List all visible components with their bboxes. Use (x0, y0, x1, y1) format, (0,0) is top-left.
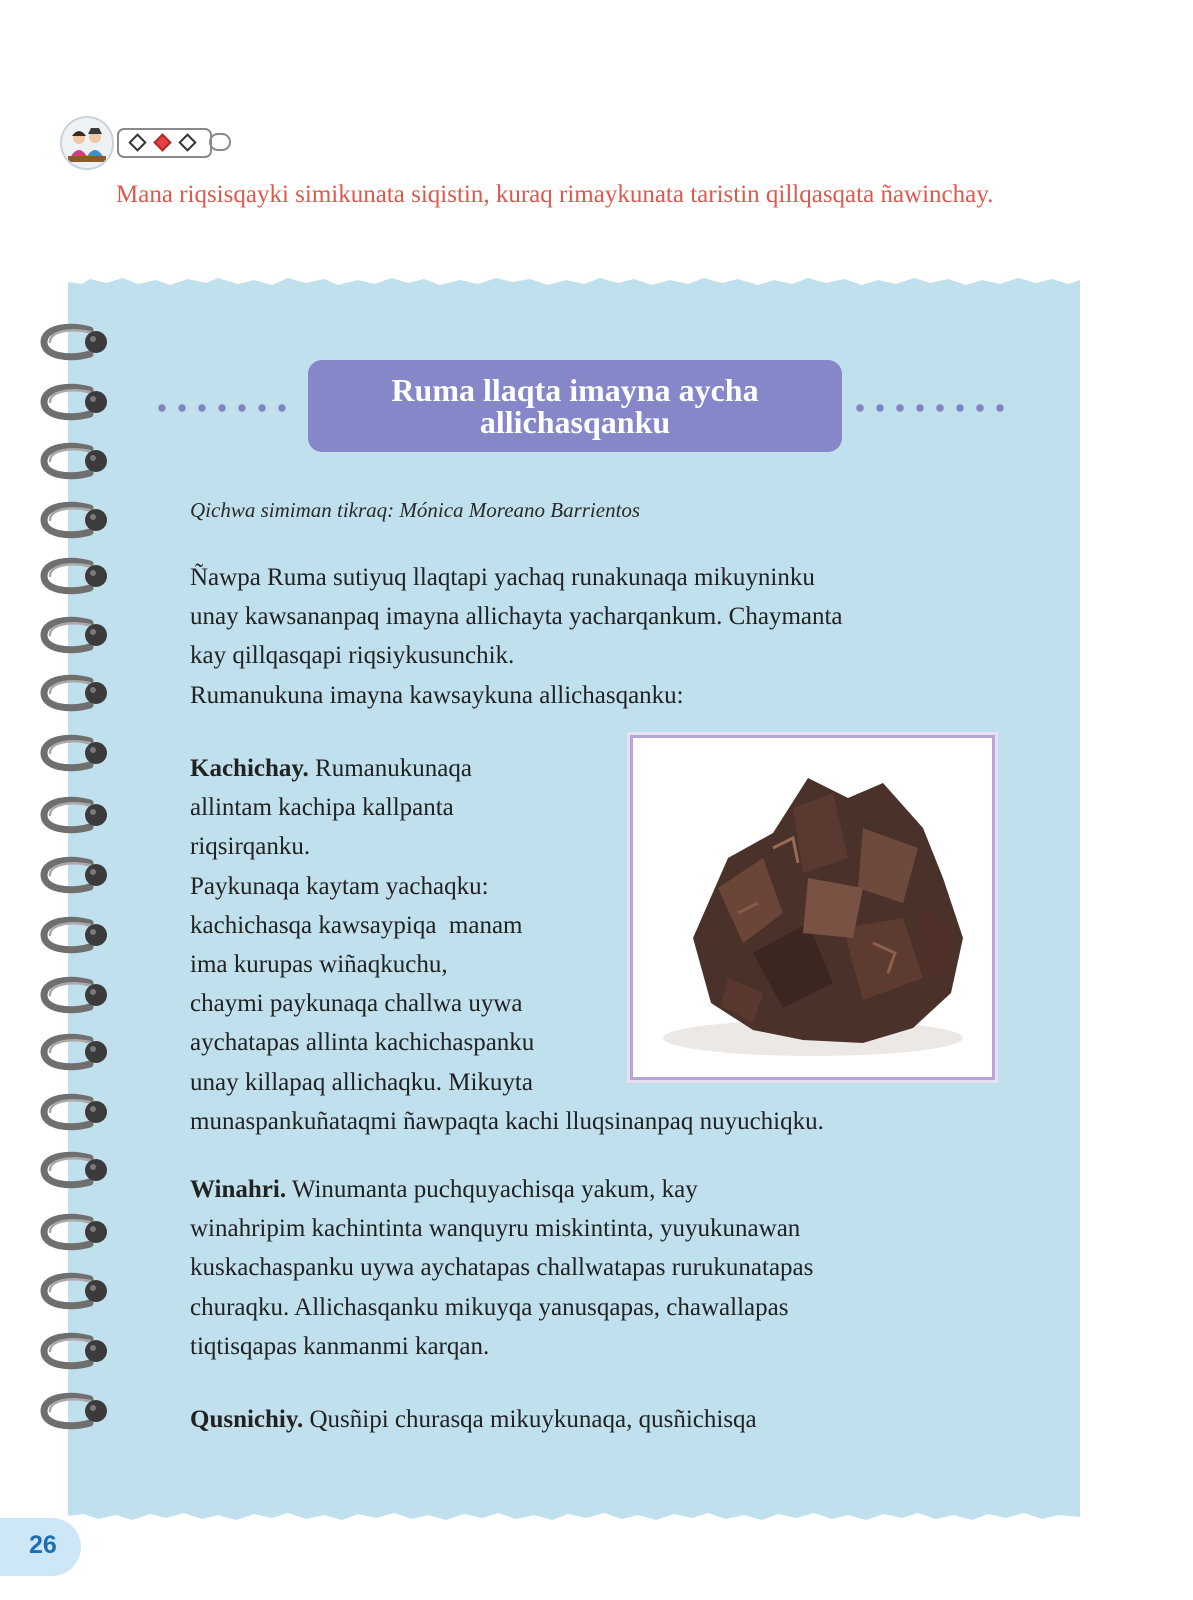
intro-line: kay qillqasqapi riqsiykusunchik. (190, 642, 515, 670)
section-line: munaspankuñataqmi ñawpaqta kachi lluqsinanpaq nuyuchiqku. (190, 1107, 824, 1135)
section-line: aychatapas allinta kachichaspanku (190, 1029, 535, 1057)
section-line: Paykunaqa kaytam yachaqku: (190, 872, 489, 900)
intro-line: unay kawsananpaq imayna allichayta yacharqankum. Chaymanta (190, 603, 843, 631)
spiral-ring-icon (38, 673, 114, 713)
spiral-ring-icon (38, 441, 114, 481)
page-number: 26 (29, 1531, 57, 1559)
spiral-ring-icon (38, 795, 114, 835)
section-line: Rumanukunaqa (308, 755, 472, 782)
article-title-row (150, 360, 1010, 452)
section-line: unay killapaq allichaqku. Mikuyta (190, 1068, 533, 1096)
section-term: Kachichay. (190, 755, 309, 782)
section-line: tiqtisqapas kanmanmi karqan. (190, 1332, 490, 1360)
level-diamond-icon (178, 133, 196, 151)
section-line: allintam kachipa kallpanta (190, 794, 454, 822)
section-line: churaqku. Allichasqanku mikuyqa yanusqapas, chawallapas (190, 1293, 789, 1321)
dotted-rule-left (152, 404, 298, 412)
section-line: kachichasqa kawsaypiqa manam (190, 911, 523, 939)
section-line: chaymi paykunaqa challwa uywa (190, 990, 523, 1018)
level-diamond-active-icon (153, 133, 171, 151)
spiral-ring-icon (38, 556, 114, 596)
spiral-ring-icon (38, 615, 114, 655)
article-title: Ruma llaqta imayna aycha allichasqanku (308, 360, 842, 452)
spiral-ring-icon (38, 975, 114, 1015)
section-winahri (190, 1170, 990, 1366)
spiral-ring-icon (38, 1092, 114, 1132)
children-writing-icon (60, 116, 114, 170)
section-line: winahripim kachintinta wanquyru miskintinta, yuyukunawan (190, 1215, 801, 1243)
level-diamond-icon (128, 133, 146, 151)
spiral-ring-icon (38, 733, 114, 773)
section-term: Qusnichiy. (190, 1406, 304, 1433)
torn-edge-bottom (68, 1508, 1080, 1522)
instruction-text: Mana riqsisqayki simikunata siqistin, kuraq rimaykunata taristin qillqasqata ñawinchay. (116, 181, 994, 208)
spiral-ring-icon (38, 1331, 114, 1371)
section-kachichay (190, 749, 970, 1141)
spiral-ring-icon (38, 1391, 114, 1431)
section-line: ima kurupas wiñaqkuchu, (190, 951, 448, 979)
section-term: Winahri. (190, 1176, 287, 1203)
section-line: Qusñipi churasqa mikuykunaqa, qusñichisqa (303, 1406, 757, 1433)
section-line: riqsirqanku. (190, 833, 311, 861)
spiral-ring-icon (38, 855, 114, 895)
dotted-rule-right (850, 404, 1010, 412)
torn-edge-top (68, 276, 1080, 292)
intro-line: Ñawpa Ruma sutiyuq llaqtapi yachaq runakunaqa mikuyninku (190, 564, 815, 591)
spiral-ring-icon (38, 382, 114, 422)
section-line: Winumanta puchquyachisqa yakum, kay (286, 1176, 698, 1203)
spiral-ring-icon (38, 1271, 114, 1311)
spiral-ring-icon (38, 915, 114, 955)
intro-paragraph (190, 558, 843, 715)
section-qusnichiy (190, 1400, 990, 1439)
intro-line: Rumanukuna imayna kawsaykuna allichasqanku: (190, 681, 684, 709)
level-hook-icon (209, 133, 231, 151)
level-indicator (117, 128, 212, 158)
section-line: kuskachaspanku uywa aychatapas challwatapas rurukunatapas (190, 1254, 814, 1282)
spiral-ring-icon (38, 322, 114, 362)
spiral-ring-icon (38, 500, 114, 540)
spiral-ring-icon (38, 1032, 114, 1072)
spiral-ring-icon (38, 1150, 114, 1190)
translator-credit: Qichwa simiman tikraq: Mónica Moreano Barrientos (190, 498, 641, 522)
spiral-ring-icon (38, 1212, 114, 1252)
